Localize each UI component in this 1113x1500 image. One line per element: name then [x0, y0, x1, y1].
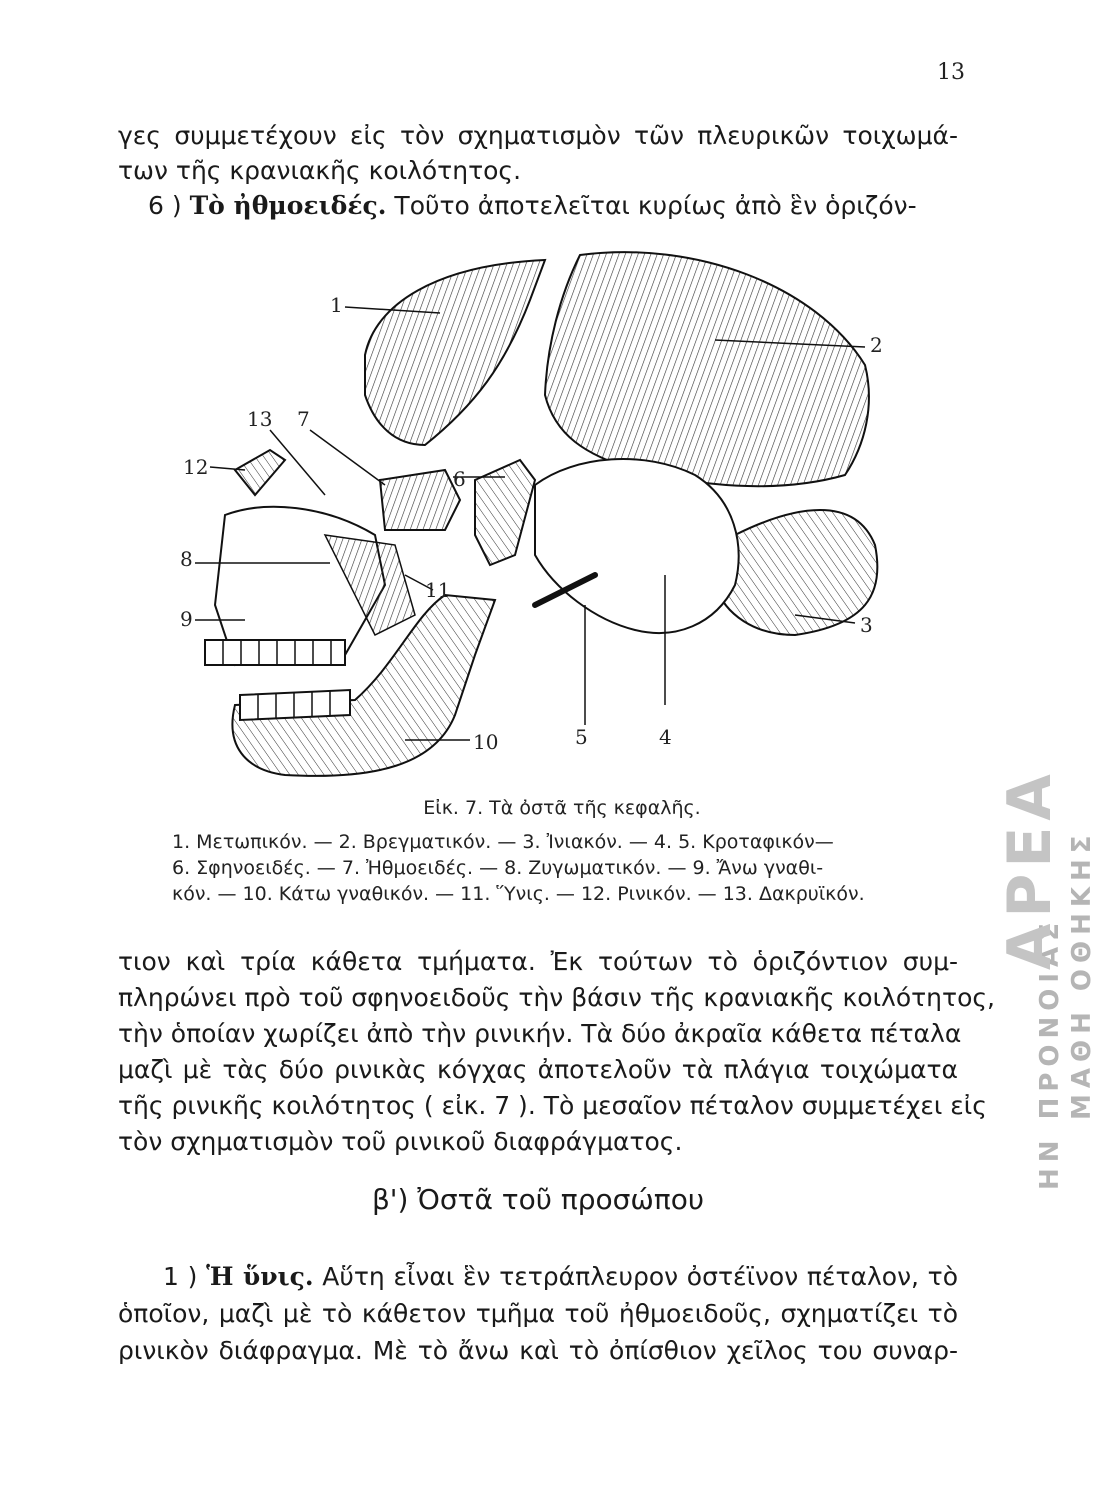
figure-label: 2	[870, 333, 883, 357]
ethmoid-bone	[380, 470, 460, 530]
ethmoid-intro	[118, 188, 958, 223]
figure-label: 7	[297, 407, 310, 431]
item-title: Ἡ ὕνις.	[206, 1262, 314, 1291]
intro-paragraph	[118, 118, 958, 188]
page-number: 13	[937, 60, 965, 85]
skull-figure	[175, 245, 905, 795]
skull-illustration	[175, 245, 905, 795]
figure-label: 11	[425, 578, 451, 602]
text-line: τῆς ρινικῆς κοιλότητος ( εἰκ. 7 ). Τὸ μεσαῖον πέταλον συμμετέχει εἰς	[118, 1091, 987, 1120]
figure-label: 13	[247, 407, 273, 431]
text-line: τὸν σχηματισμὸν τοῦ ρινικοῦ διαφράγματος.	[118, 1127, 683, 1156]
item-number: 1 )	[163, 1262, 198, 1291]
text-line: των τῆς κρανιακῆς κοιλότητος.	[118, 156, 522, 185]
text-line: τιον καὶ τρία κάθετα τμήματα. Ἐκ τούτων τὸ ὁριζόντιον συμ-	[118, 947, 958, 976]
nasal-bone	[235, 450, 285, 495]
ethmoid-paragraph	[118, 944, 995, 1160]
figure-label: 8	[180, 547, 193, 571]
stamp-text: ΜΑΘΗ ΟΘΗΚΗΣ	[1067, 829, 1097, 1120]
figure-caption	[172, 795, 932, 907]
upper-teeth	[205, 640, 345, 665]
caption-title: Εἰκ. 7. Τὰ ὀστᾶ τῆς κεφαλῆς.	[423, 797, 701, 819]
vomer-paragraph	[118, 1258, 958, 1369]
item-text: Τοῦτο ἀποτελεῖται κυρίως ἀπὸ ἓν ὁριζόν-	[394, 191, 917, 220]
figure-label: 1	[330, 293, 343, 317]
stamp-text: ΑΡΕΑ	[995, 768, 1065, 970]
frontal-bone	[365, 260, 545, 445]
stamp-text: ΗΝ ΠΡΟΝΟΙΑΣ	[1035, 917, 1065, 1190]
text-line: πληρώνει πρὸ τοῦ σφηνοειδοῦς τὴν βάσιν τῆς κρανιακῆς κοιλότητος,	[118, 983, 995, 1012]
figure-label: 12	[183, 455, 209, 479]
figure-label: 10	[473, 730, 499, 754]
occipital-bone	[715, 510, 877, 635]
parietal-bone	[545, 252, 869, 486]
text-line: τὴν ὁποίαν χωρίζει ἀπὸ τὴν ρινικήν. Τὰ δύο ἀκραῖα κάθετα πέταλα	[118, 1019, 962, 1048]
text-line	[118, 188, 958, 223]
figure-label: 5	[575, 725, 588, 749]
text-line: γες συμμετέχουν εἰς τὸν σχηματισμὸν τῶν πλευρικῶν τοιχωμά-	[118, 121, 958, 150]
item-text: Αὕτη εἶναι ἓν τετράπλευρον ὀστέϊνον πέταλον, τὸ	[322, 1262, 959, 1291]
text-line: ρινικὸν διάφραγμα. Μὲ τὸ ἄνω καὶ τὸ ὀπίσθιον χεῖλος του συναρ-	[118, 1336, 958, 1365]
text-line	[118, 1258, 958, 1295]
item-title: Τὸ ἠθμοειδές.	[189, 191, 387, 220]
temporal-bone	[535, 459, 739, 633]
figure-label: 4	[659, 725, 672, 749]
lower-teeth	[240, 690, 350, 720]
text-line: μαζὶ μὲ τὰς δύο ρινικὰς κόγχας ἀποτελοῦν τὰ πλάγια τοιχώματα	[118, 1055, 958, 1084]
caption-line: 1. Μετωπικόν. — 2. Βρεγματικόν. — 3. Ἰνιακόν. — 4. 5. Κροταφικόν—	[172, 831, 834, 853]
item-number: 6 )	[148, 191, 182, 220]
figure-label: 6	[453, 467, 466, 491]
text-line: ὁποῖον, μαζὶ μὲ τὸ κάθετον τμῆμα τοῦ ἠθμοειδοῦς, σχηματίζει τὸ	[118, 1299, 958, 1328]
figure-label: 3	[860, 613, 873, 637]
figure-label: 9	[180, 607, 193, 631]
caption-line: κόν. — 10. Κάτω γναθικόν. — 11. Ὕνις. — 12. Ρινικόν. — 13. Δακρυϊκόν.	[172, 883, 865, 905]
caption-line: 6. Σφηνοειδές. — 7. Ἠθμοειδές. — 8. Ζυγωματικόν. — 9. Ἄνω γναθι-	[172, 857, 824, 879]
library-stamp	[975, 560, 1095, 1220]
section-heading: β') Ὀστᾶ τοῦ προσώπου	[371, 1183, 705, 1216]
sphenoid-bone	[475, 460, 535, 565]
